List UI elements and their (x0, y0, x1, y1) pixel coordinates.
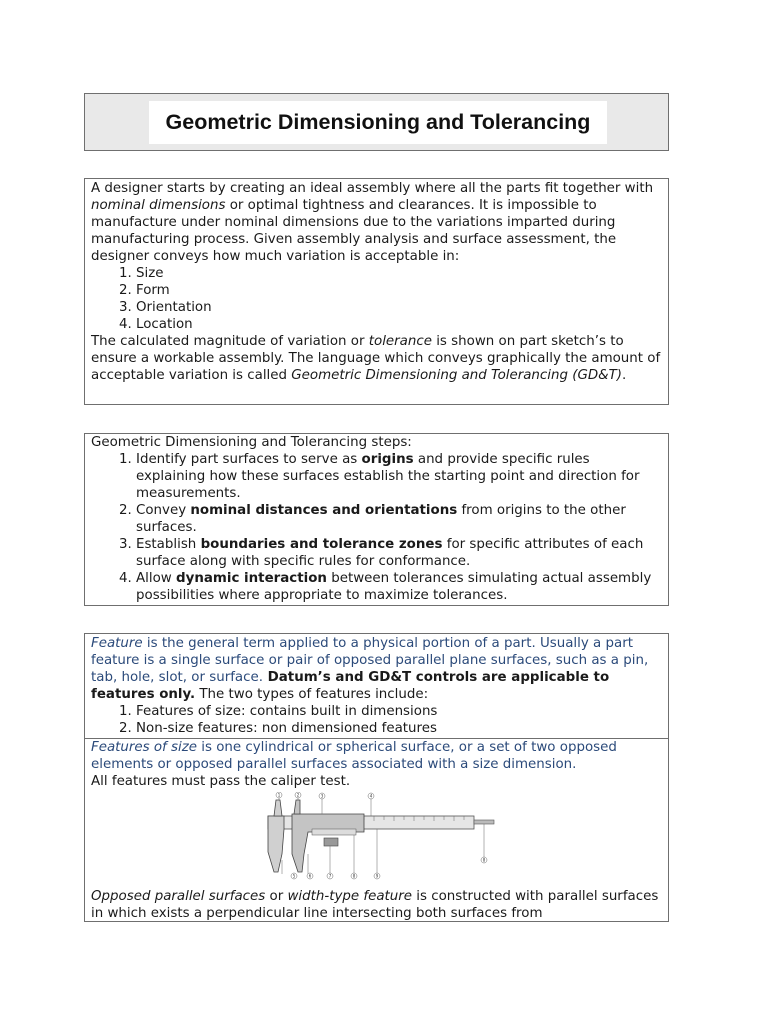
callout-label: 4 (369, 793, 373, 799)
feature-types-list (91, 703, 662, 737)
callout-label: 9 (375, 873, 379, 879)
list-item: 4. Allow dynamic interaction between tolerances simulating actual assembly possibilities where appropriate to maximize tolerances. (136, 570, 662, 604)
intro-section (84, 178, 669, 405)
callout-label: 7 (328, 873, 332, 879)
list-item: 2. Non-size features: non dimensioned features (136, 720, 662, 737)
callout-label: 2 (296, 792, 300, 798)
callout-label: 1 (277, 792, 281, 798)
list-item: 1. Identify part surfaces to serve as origins and provide specific rules explaining how these surfaces establish the starting point and direction for measurements. (136, 451, 662, 502)
vernier-caliper-illustration (264, 792, 504, 884)
callout-label: 5 (292, 873, 296, 879)
caliper-figure (91, 790, 662, 888)
list-item: 2. Convey nominal distances and orientations from origins to the other surfaces. (136, 502, 662, 536)
callout-label: 8 (482, 857, 486, 863)
feature-paragraph: Feature is the general term applied to a physical portion of a part. Usually a part feature is a single surface or pair of opposed parallel plane surfaces, such as a pin, tab, hole, slot, or surface. Datum’s and GD&T controls are applicable to features only. The two types of features include: (91, 636, 649, 702)
steps-section (84, 433, 669, 606)
list-item: 2. Form (136, 282, 662, 299)
opposed-surfaces-paragraph: Opposed parallel surfaces or width-type feature is constructed with parallel surfaces in which exists a perpendicular line intersecting both surfaces from (91, 889, 659, 921)
steps-heading: Geometric Dimensioning and Tolerancing steps: (91, 435, 412, 450)
features-of-size-section (84, 738, 669, 922)
list-item: 1. Size (136, 265, 662, 282)
page-title: Geometric Dimensioning and Tolerancing (149, 101, 607, 144)
intro-paragraph-1: A designer starts by creating an ideal assembly where all the parts fit together with nominal dimensions or optimal tightness and clearances. It is impossible to manufacture under nominal dimensions due to the variations imparted during manufacturing process. Given assembly analysis and surface assessment, the designer conveys how much variation is acceptable in: (91, 181, 654, 264)
caliper-test-line: All features must pass the caliper test. (91, 774, 351, 789)
list-item: 3. Orientation (136, 299, 662, 316)
steps-list (91, 451, 662, 604)
callout-label: 3 (320, 793, 324, 799)
intro-paragraph-2: The calculated magnitude of variation or tolerance is shown on part sketch’s to ensure a workable assembly. The language which conveys graphically the amount of acceptable variation is called Geometric Dimensioning and Tolerancing (GD&T). (91, 334, 661, 383)
list-item: 3. Establish boundaries and tolerance zones for specific attributes of each surface along with specific rules for conformance. (136, 536, 662, 570)
list-item: 1. Features of size: contains built in dimensions (136, 703, 662, 720)
callout-label: 6 (308, 873, 312, 879)
feature-definition-section (84, 633, 669, 739)
list-item: 4. Location (136, 316, 662, 333)
title-banner (84, 93, 669, 151)
callout-label: 8 (352, 873, 356, 879)
variation-list (91, 265, 662, 333)
size-paragraph: Features of size is one cylindrical or spherical surface, or a set of two opposed elements or opposed parallel surfaces associated with a size dimension. (91, 740, 617, 772)
